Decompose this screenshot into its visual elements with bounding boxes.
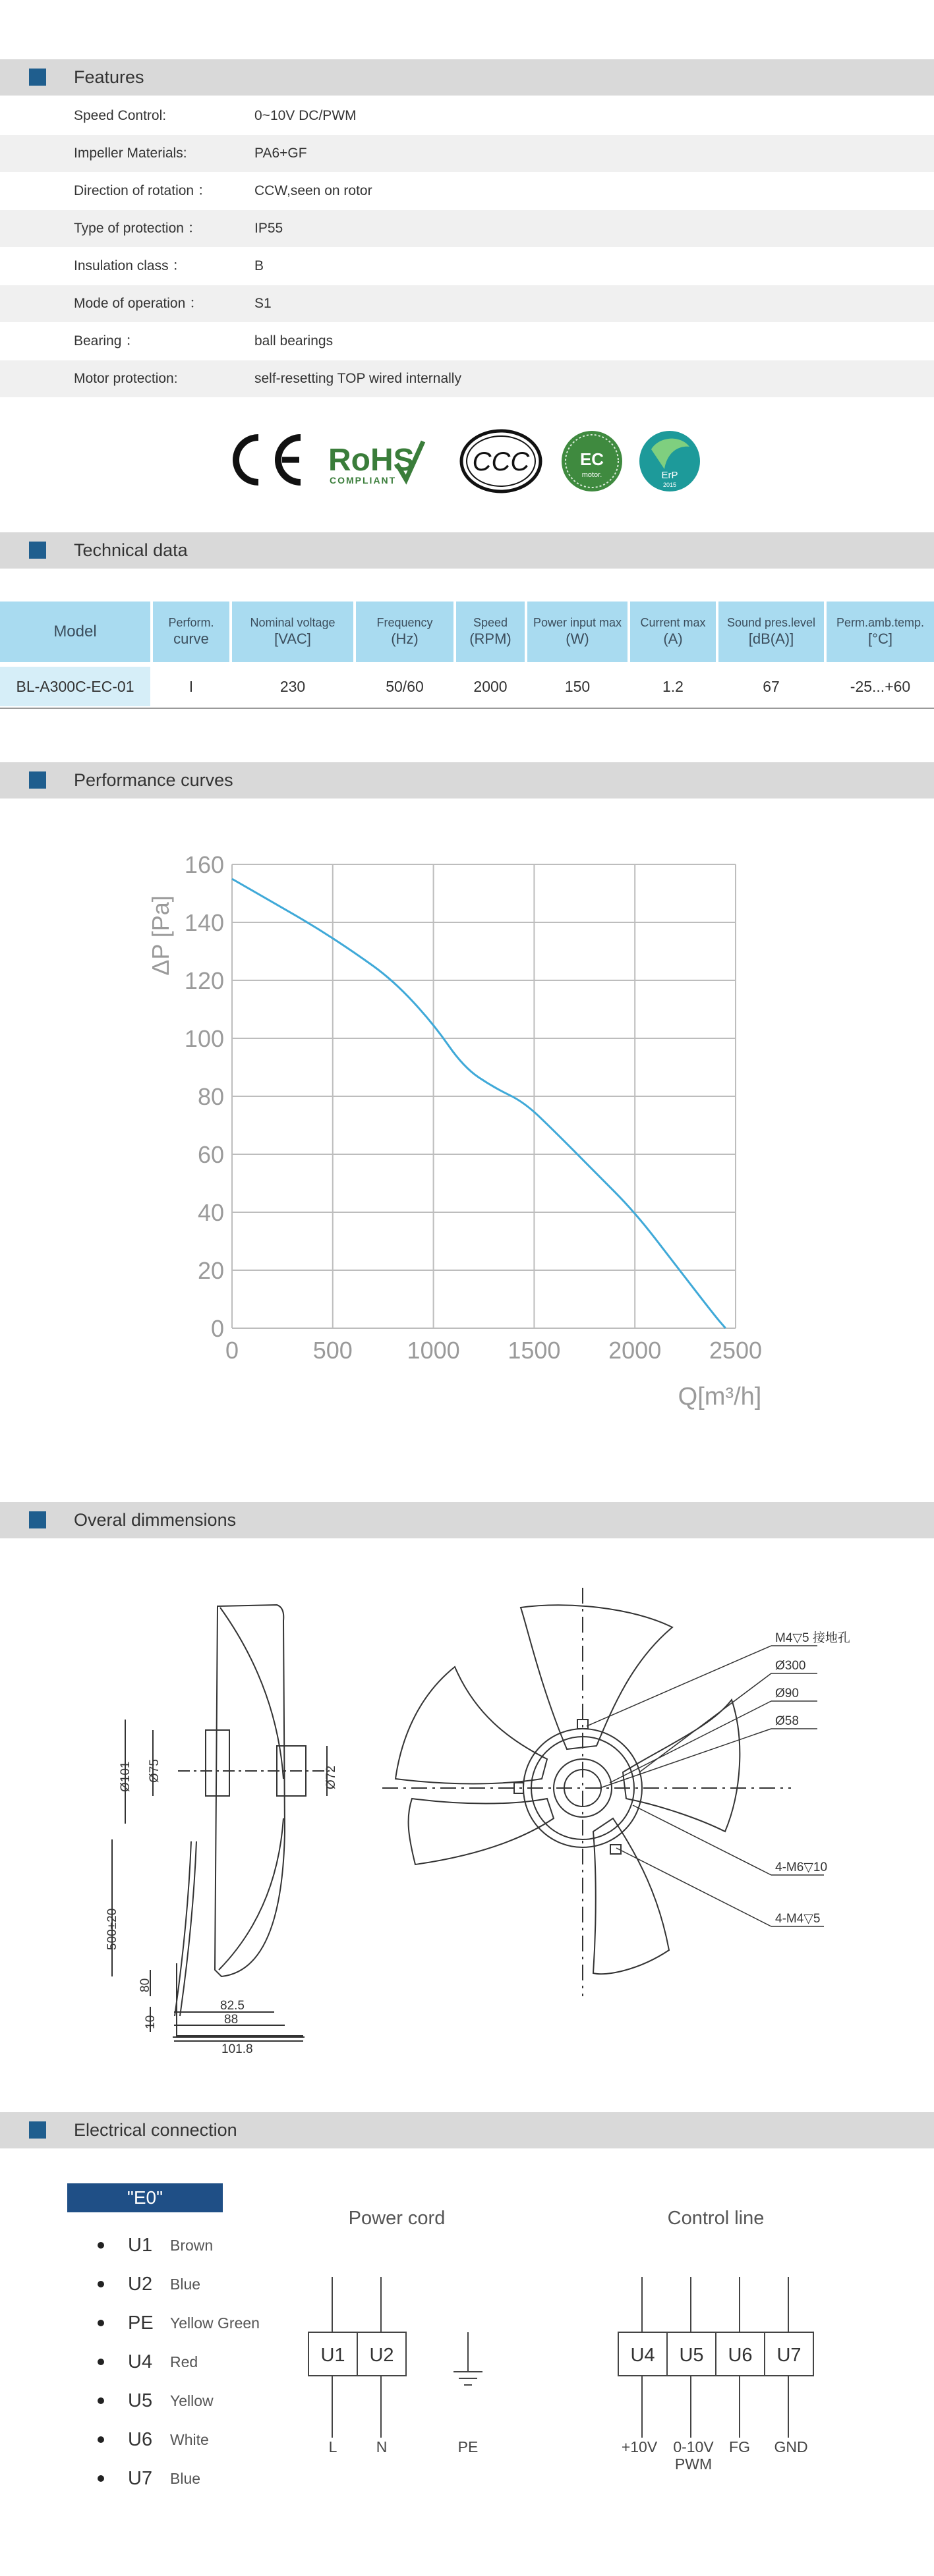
- terminal-u6: U6: [728, 2345, 753, 2366]
- header-unit: [°C]: [868, 630, 892, 647]
- label-d300: Ø300: [775, 1659, 806, 1673]
- section-marker-icon: [29, 2121, 46, 2139]
- feature-value: self-resetting TOP wired internally: [254, 371, 461, 386]
- legend-item: [98, 2310, 260, 2336]
- certification-logos: [224, 423, 712, 497]
- dim-d101: Ø101: [119, 1761, 132, 1792]
- pin-l: L: [328, 2438, 337, 2455]
- wire-color: Red: [170, 2353, 198, 2370]
- feature-label: Speed Control:: [74, 108, 167, 123]
- terminal-u5: U5: [679, 2345, 704, 2366]
- table-cell: I: [189, 677, 194, 695]
- x-axis-label: Q[m³/h]: [678, 1383, 762, 1411]
- ccc-text: CCC: [472, 447, 530, 476]
- side-view-labels: [105, 1759, 338, 2056]
- feature-label: Insulation class ：: [74, 258, 187, 273]
- performance-chart: [0, 817, 934, 1436]
- bullet-icon: [98, 2242, 104, 2249]
- table-cell: 2000: [473, 677, 508, 695]
- header-unit: (Hz): [391, 630, 419, 647]
- label-d58: Ø58: [775, 1714, 799, 1728]
- features-section-header: [0, 59, 934, 96]
- legend-item: [98, 2232, 213, 2258]
- wire-color: Yellow Green: [170, 2314, 260, 2332]
- dim-d75: Ø75: [148, 1759, 161, 1783]
- wire-code: U4: [128, 2351, 153, 2372]
- header-unit: [VAC]: [274, 630, 311, 647]
- dim-101-8: 101.8: [221, 2042, 253, 2056]
- terminal-u4: U4: [630, 2345, 655, 2366]
- wire-code: PE: [128, 2312, 154, 2334]
- y-tick-label: 100: [184, 1025, 224, 1052]
- header-unit: (RPM): [469, 630, 511, 647]
- feature-label: Type of protection ：: [74, 221, 202, 236]
- legend-item: [98, 2465, 200, 2492]
- feature-label: Motor protection:: [74, 371, 178, 386]
- performance-title: Performance curves: [74, 770, 233, 790]
- feature-value: S1: [254, 296, 272, 311]
- pin-pe: PE: [457, 2438, 479, 2455]
- y-tick-label: 60: [197, 1141, 224, 1168]
- feature-value: ball bearings: [254, 333, 334, 349]
- wire-color: Blue: [170, 2469, 201, 2487]
- feature-row: [0, 285, 934, 322]
- bullet-icon: [98, 2436, 104, 2443]
- dim-82-5: 82.5: [220, 1999, 245, 2013]
- features-title: Features: [74, 67, 144, 87]
- control-line-title: Control line: [667, 2208, 765, 2229]
- table-cell: 50/60: [386, 677, 424, 695]
- dim-80: 80: [138, 1978, 152, 1992]
- table-header-cell: [356, 602, 453, 662]
- header-unit: curve: [173, 630, 209, 647]
- front-view-labels: [775, 1631, 850, 1926]
- dimensions-section-header: [0, 1502, 934, 1538]
- dim-10: 10: [144, 2015, 158, 2029]
- table-cell: 1.2: [662, 677, 684, 695]
- header-label: Perform.: [168, 616, 214, 629]
- wire-code: U5: [128, 2390, 153, 2411]
- feature-label: Bearing ：: [74, 333, 140, 349]
- table-header-cell: [456, 602, 525, 662]
- feature-value: IP55: [254, 221, 283, 236]
- bullet-icon: [98, 2359, 104, 2365]
- ec-motor-icon: [562, 431, 622, 491]
- legend-item: [98, 2271, 200, 2297]
- header-label: Perm.amb.temp.: [836, 616, 925, 629]
- table-cell: -25...+60: [850, 677, 911, 695]
- section-marker-icon: [29, 542, 46, 559]
- legend-item: [98, 2388, 214, 2414]
- x-tick-label: 1000: [407, 1337, 460, 1364]
- table-cell: 150: [564, 677, 591, 695]
- wire-color: White: [170, 2430, 209, 2448]
- y-tick-label: 120: [184, 967, 224, 994]
- wire-color: Yellow: [170, 2392, 214, 2409]
- section-marker-icon: [29, 1511, 46, 1528]
- terminal-u2: U2: [369, 2345, 394, 2366]
- feature-value: CCW,seen on rotor: [254, 183, 372, 198]
- label-m4: 4-M4▽5: [775, 1912, 821, 1926]
- table-cell: 230: [279, 677, 306, 695]
- table-divider: [0, 708, 934, 709]
- wire-color: Blue: [170, 2275, 201, 2293]
- erp-text: ErP: [661, 470, 678, 481]
- feature-label: Direction of rotation ：: [74, 183, 212, 198]
- erp-2015-icon: [639, 431, 700, 491]
- performance-curve-line: [232, 879, 726, 1328]
- wire-code: U2: [128, 2273, 153, 2295]
- feature-value: 0~10V DC/PWM: [254, 108, 357, 123]
- rohs-sub-text: COMPLIANT: [330, 475, 397, 486]
- power-cord-title: Power cord: [348, 2208, 446, 2229]
- x-tick-label: 500: [312, 1337, 353, 1364]
- feature-label: Impeller Materials:: [74, 146, 187, 161]
- pin-fg: FG: [729, 2438, 750, 2455]
- ccc-mark-icon: [461, 431, 540, 491]
- y-tick-label: 80: [197, 1083, 224, 1110]
- ec-text: EC: [579, 449, 604, 469]
- dim-88: 88: [224, 2013, 239, 2027]
- header-unit: (A): [663, 630, 683, 647]
- pin-pwm: PWM: [674, 2455, 713, 2473]
- header-label: Nominal voltage: [250, 616, 336, 629]
- feature-row: [0, 135, 934, 172]
- table-header-cell: [527, 602, 628, 662]
- dimensions-title: Overal dimmensions: [74, 1510, 237, 1530]
- pin-0-10v: 0-10V: [673, 2438, 714, 2455]
- y-tick-label: 160: [184, 851, 224, 878]
- wire-code: U7: [128, 2467, 153, 2489]
- y-tick-label: 0: [210, 1315, 224, 1342]
- wire-code: U1: [128, 2234, 153, 2256]
- table-header-cell: [630, 602, 716, 662]
- y-axis-label: ΔP [Pa]: [147, 895, 174, 976]
- section-marker-icon: [29, 771, 46, 789]
- x-tick-label: 1500: [508, 1337, 561, 1364]
- technical-title: Technical data: [74, 540, 188, 560]
- performance-section-header: [0, 762, 934, 798]
- table-header-cell: [718, 602, 824, 662]
- wire-code: U6: [128, 2428, 153, 2450]
- legend-item: [98, 2349, 198, 2375]
- feature-row: [0, 323, 934, 360]
- feature-row: [0, 360, 934, 397]
- section-marker-icon: [29, 69, 46, 86]
- connection-type-badge: "E0": [67, 2183, 223, 2212]
- table-header-cell: [153, 602, 229, 662]
- dim-cable-length: 500±20: [105, 1908, 119, 1950]
- ec-sub-text: motor.: [581, 471, 602, 479]
- dim-d72: Ø72: [324, 1766, 338, 1789]
- legend-item: [98, 2426, 209, 2453]
- rohs-text: RoHS: [328, 443, 415, 478]
- feature-row: [0, 248, 934, 285]
- wire-color: Brown: [170, 2236, 214, 2254]
- y-tick-label: 20: [197, 1257, 224, 1284]
- model-cell: BL-A300C-EC-01: [0, 667, 150, 706]
- technical-section-header: [0, 532, 934, 569]
- y-tick-label: 140: [184, 909, 224, 936]
- pin-10v: +10V: [621, 2438, 658, 2455]
- terminal-u7: U7: [776, 2345, 802, 2366]
- table-header-cell: [0, 602, 150, 662]
- electrical-title: Electrical connection: [74, 2120, 237, 2140]
- feature-row: [0, 210, 934, 247]
- header-unit: (W): [566, 630, 589, 647]
- bullet-icon: [98, 2475, 104, 2482]
- header-label: Model: [53, 622, 97, 640]
- feature-value: B: [254, 258, 264, 273]
- x-tick-label: 0: [225, 1337, 239, 1364]
- bullet-icon: [98, 2397, 104, 2404]
- fan-front-view-drawing: [382, 1588, 791, 1996]
- terminal-u1: U1: [320, 2345, 345, 2366]
- dimension-drawing: [0, 1568, 934, 2069]
- table-header-cell: [827, 602, 934, 662]
- x-tick-label: 2000: [608, 1337, 662, 1364]
- label-d90: Ø90: [775, 1687, 799, 1700]
- header-label: Frequency: [376, 616, 433, 629]
- header-label: Sound pres.level: [726, 616, 816, 629]
- erp-year-text: 2015: [662, 482, 677, 488]
- table-header-cell: [232, 602, 353, 662]
- feature-label: Mode of operation ：: [74, 296, 204, 311]
- header-label: Power input max: [533, 616, 622, 629]
- feature-row: [0, 98, 934, 134]
- fan-side-view-drawing: [112, 1605, 330, 2041]
- pin-gnd: GND: [774, 2438, 808, 2455]
- rohs-compliant-icon: [328, 441, 423, 486]
- feature-row: [0, 173, 934, 210]
- wiring-diagram: [277, 2194, 808, 2484]
- header-label: Speed: [473, 616, 508, 629]
- header-unit: [dB(A)]: [748, 630, 794, 647]
- pin-n: N: [376, 2438, 388, 2455]
- header-label: Current max: [640, 616, 706, 629]
- label-m6: 4-M6▽10: [775, 1861, 828, 1874]
- feature-value: PA6+GF: [254, 146, 307, 161]
- bullet-icon: [98, 2281, 104, 2287]
- label-m4-ground: M4▽5 接地孔: [775, 1631, 850, 1645]
- y-tick-label: 40: [197, 1199, 224, 1226]
- electrical-section-header: [0, 2112, 934, 2148]
- ce-mark-icon: [236, 437, 301, 482]
- x-tick-label: 2500: [709, 1337, 763, 1364]
- table-cell: 67: [763, 677, 780, 695]
- bullet-icon: [98, 2320, 104, 2326]
